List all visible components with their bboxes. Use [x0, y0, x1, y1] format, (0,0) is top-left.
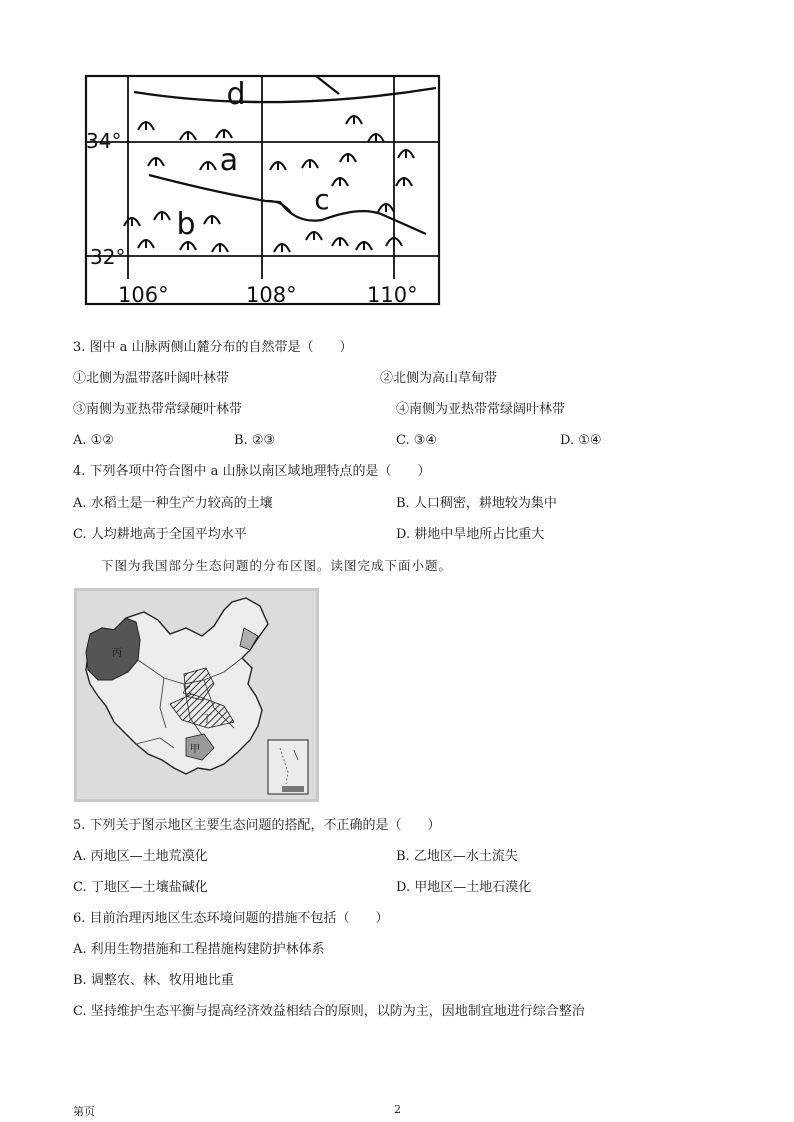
- q3-option-d[interactable]: D. ①④: [560, 433, 602, 448]
- q3-option-a[interactable]: A. ①②: [73, 433, 114, 448]
- lat-34-label: 34°: [86, 129, 122, 153]
- q5-option-c[interactable]: C. 丁地区—土壤盐碱化: [73, 880, 208, 895]
- region-d-label: d: [226, 77, 246, 112]
- q3-item-4: ④南侧为亚热带常绿阔叶林带: [396, 402, 566, 417]
- q6-option-a[interactable]: A. 利用生物措施和工程措施构建防护林体系: [73, 942, 325, 957]
- q5-option-d[interactable]: D. 甲地区—土地石漠化: [396, 880, 532, 895]
- region-bing-label: 丙: [112, 648, 122, 659]
- region-a-label: a: [219, 143, 239, 178]
- page-number: 2: [394, 1103, 401, 1116]
- q4-option-c[interactable]: C. 人均耕地高于全国平均水平: [73, 527, 247, 542]
- q3-item-1: ①北侧为温带落叶阔叶林带: [73, 371, 230, 386]
- region-b-label: b: [176, 207, 196, 242]
- mountain-range-figure: [84, 74, 442, 308]
- lon-108-label: 108°: [246, 283, 297, 307]
- q3-option-c[interactable]: C. ③④: [396, 433, 438, 448]
- question-6-stem: 6. 目前治理丙地区生态环境问题的措施不包括（ ）: [73, 911, 389, 926]
- map-intro-text: 下图为我国部分生态问题的分布区图。读图完成下面小题。: [101, 558, 453, 573]
- region-jia-label: 甲: [190, 744, 200, 755]
- region-c-label: c: [314, 183, 330, 216]
- question-3-stem: 3. 图中 a 山脉两侧山麓分布的自然带是（ ）: [73, 340, 353, 355]
- region-ding-label: 丁: [202, 714, 212, 725]
- question-5-stem: 5. 下列关于图示地区主要生态问题的搭配，不正确的是（ ）: [73, 818, 441, 833]
- q5-option-a[interactable]: A. 丙地区—土地荒漠化: [73, 849, 208, 864]
- q6-option-c[interactable]: C. 坚持维护生态平衡与提高经济效益相结合的原则，以防为主，因地制宜地进行综合整治: [73, 1004, 585, 1019]
- q4-option-d[interactable]: D. 耕地中旱地所占比重大: [396, 527, 545, 542]
- q3-item-3: ③南侧为亚热带常绿硬叶林带: [73, 402, 243, 417]
- q4-option-a[interactable]: A. 水稻土是一种生产力较高的土壤: [73, 496, 273, 511]
- q5-option-b[interactable]: B. 乙地区—水土流失: [396, 849, 518, 864]
- footer-left-text: 第页: [73, 1105, 95, 1118]
- lon-106-label: 106°: [118, 283, 169, 307]
- q4-option-b[interactable]: B. 人口稠密，耕地较为集中: [396, 496, 557, 511]
- region-yi-label: 乙: [182, 686, 192, 697]
- lat-32-label: 32°: [90, 245, 126, 269]
- china-ecology-map: [74, 588, 319, 802]
- question-4-stem: 4. 下列各项中符合图中 a 山脉以南区域地理特点的是（ ）: [73, 464, 431, 479]
- lon-110-label: 110°: [367, 283, 418, 307]
- q3-option-b[interactable]: B. ②③: [234, 433, 276, 448]
- q6-option-b[interactable]: B. 调整农、林、牧用地比重: [73, 973, 234, 988]
- q3-item-2: ②北侧为高山草甸带: [380, 371, 498, 386]
